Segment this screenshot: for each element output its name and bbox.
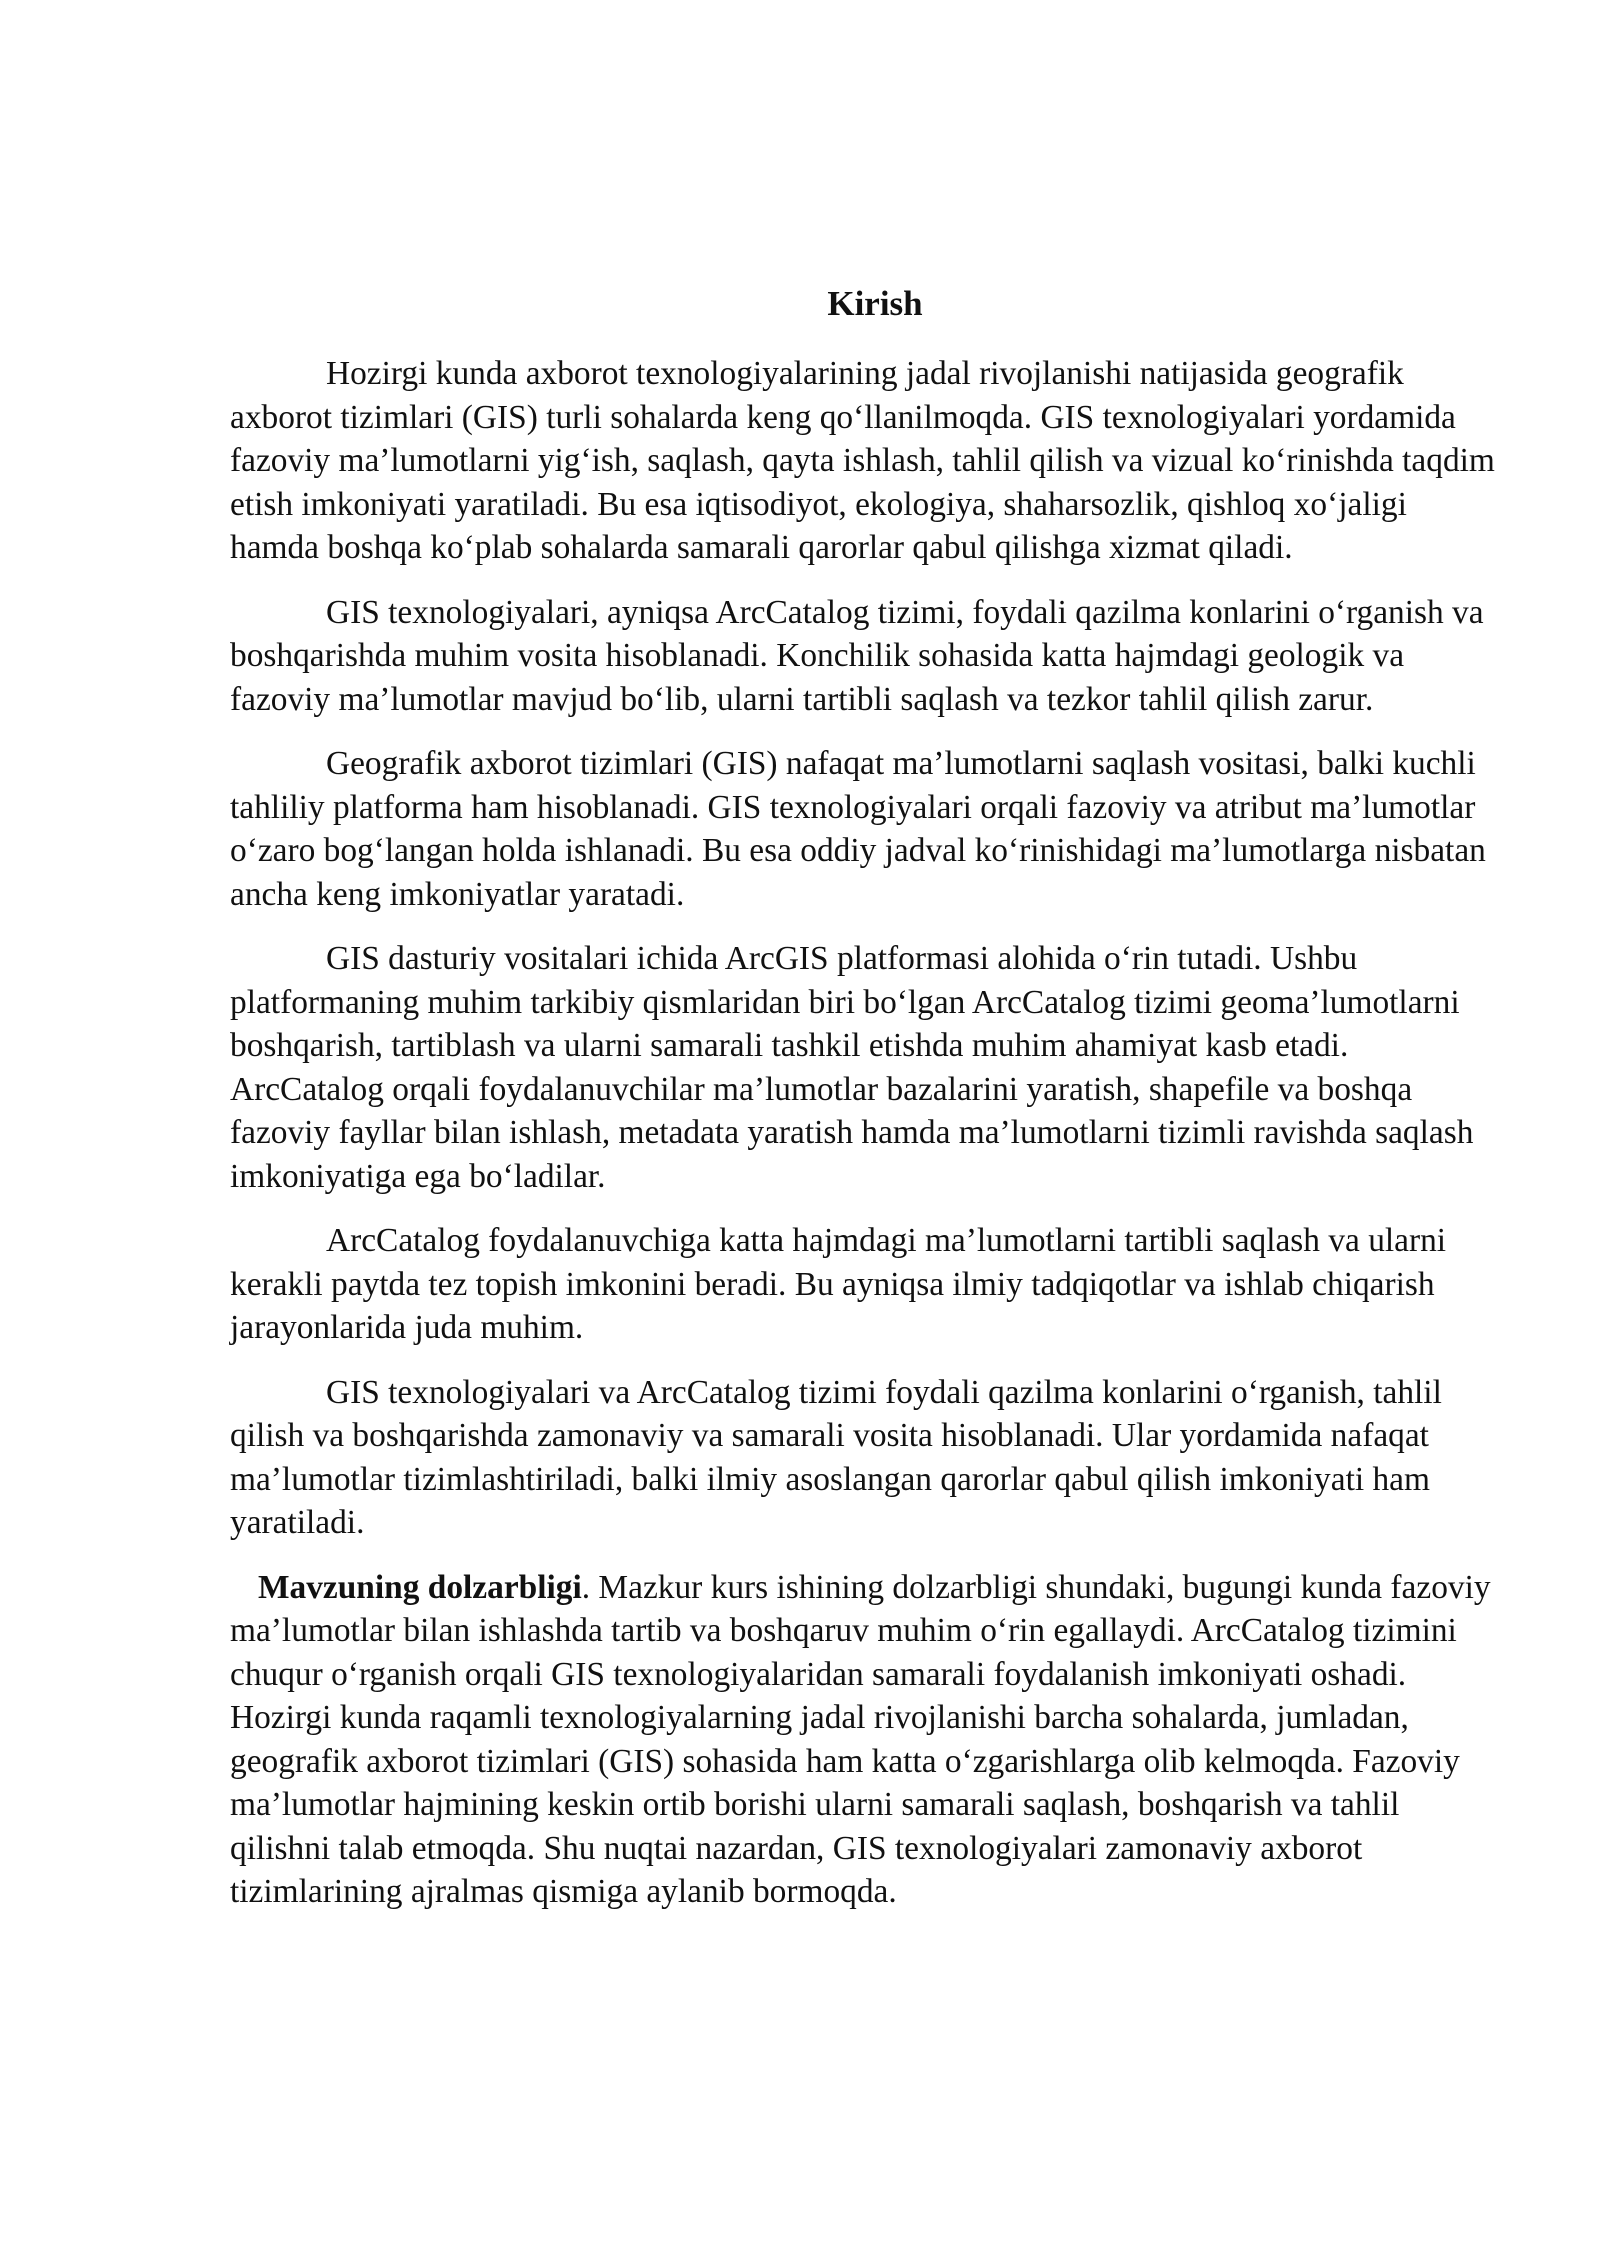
paragraph-3: Geografik axborot tizimlari (GIS) nafaqat ma’lumotlarni saqlash vositasi, balki kuchli tahliliy platforma ham hisoblanadi. GIS texnologiyalari orqali fazoviy va atribut ma’lumotlar o‘zaro bog‘langan holda ishlanadi. Bu esa oddiy jadval ko‘rinishidagi ma’lumotlarga nisbatan ancha keng imkoniyatlar yaratadi.	[230, 745, 1486, 913]
relevance-text: . Mazkur kurs ishining dolzarbligi shundaki, bugungi kunda fazoviy ma’lumotlar bilan ishlashda tartib va boshqaruv muhim o‘rin egallaydi. ArcCatalog tizimini chuqur o‘rganish orqali GIS texnologiyalaridan samarali foydalanish imkoniyati oshadi. Hozirgi kunda raqamli texnologiyalarning jadal rivojlanishi barcha sohalarda, jumladan, geografik axborot tizimlari (GIS) sohasida ham katta o‘zgarishlarga olib kelmoqda. Fazoviy ma’lumotlar hajmining keskin ortib borishi ularni samarali saqlash, boshqarish va tahlil qilishni talab etmoqda. Shu nuqtai nazardan, GIS texnologiyalari zamonaviy axborot tizimlarining ajralmas qismiga aylanib bormoqda.	[230, 1568, 1491, 1910]
paragraph-1: Hozirgi kunda axborot texnologiyalarining jadal rivojlanishi natijasida geografik axborot tizimlari (GIS) turli sohalarda keng qo‘llanilmoqda. GIS texnologiyalari yordamida fazoviy ma’lumotlarni yig‘ish, saqlash, qayta ishlash, tahlil qilish va vizual ko‘rinishda taqdim etish imkoniyati yaratiladi. Bu esa iqtisodiyot, ekologiya, shaharsozlik, qishloq xo‘jaligi hamda boshqa ko‘plab sohalarda samarali qarorlar qabul qilishga xizmat qiladi.	[230, 355, 1495, 566]
relevance-heading: Mavzuning dolzarbligi	[258, 1568, 582, 1606]
paragraph-2: GIS texnologiyalari, ayniqsa ArcCatalog tizimi, foydali qazilma konlarini o‘rganish va boshqarishda muhim vosita hisoblanadi. Konchilik sohasida katta hajmdagi geologik va fazoviy ma’lumotlar mavjud bo‘lib, ularni tartibli saqlash va tezkor tahlil qilish zarur.	[230, 593, 1484, 718]
document-page	[230, 282, 1500, 1935]
paragraph-5: ArcCatalog foydalanuvchiga katta hajmdagi ma’lumotlarni tartibli saqlash va ularni kerakli paytda tez topish imkonini beradi. Bu ayniqsa ilmiy tadqiqotlar va ishlab chiqarish jarayonlarida juda muhim.	[230, 1222, 1447, 1346]
page-title: Kirish	[827, 284, 923, 323]
relevance-paragraph	[230, 1566, 1500, 1914]
paragraph-4: GIS dasturiy vositalari ichida ArcGIS platformasi alohida o‘rin tutadi. Ushbu platformaning muhim tarkibiy qismlaridan biri bo‘lgan ArcCatalog tizimi geoma’lumotlarni boshqarish, tartiblash va ularni samarali tashkil etishda muhim ahamiyat kasb etadi. ArcCatalog orqali foydalanuvchilar ma’lumotlar bazalarini yaratish, shapefile va boshqa fazoviy fayllar bilan ishlash, metadata yaratish hamda ma’lumotlarni tizimli ravishda saqlash imkoniyatiga ega bo‘ladilar.	[230, 940, 1474, 1195]
paragraph-6: GIS texnologiyalari va ArcCatalog tizimi foydali qazilma konlarini o‘rganish, tahlil qilish va boshqarishda zamonaviy va samarali vosita hisoblanadi. Ular yordamida nafaqat ma’lumotlar tizimlashtiriladi, balki ilmiy asoslangan qarorlar qabul qilish imkoniyati ham yaratiladi.	[230, 1373, 1442, 1541]
